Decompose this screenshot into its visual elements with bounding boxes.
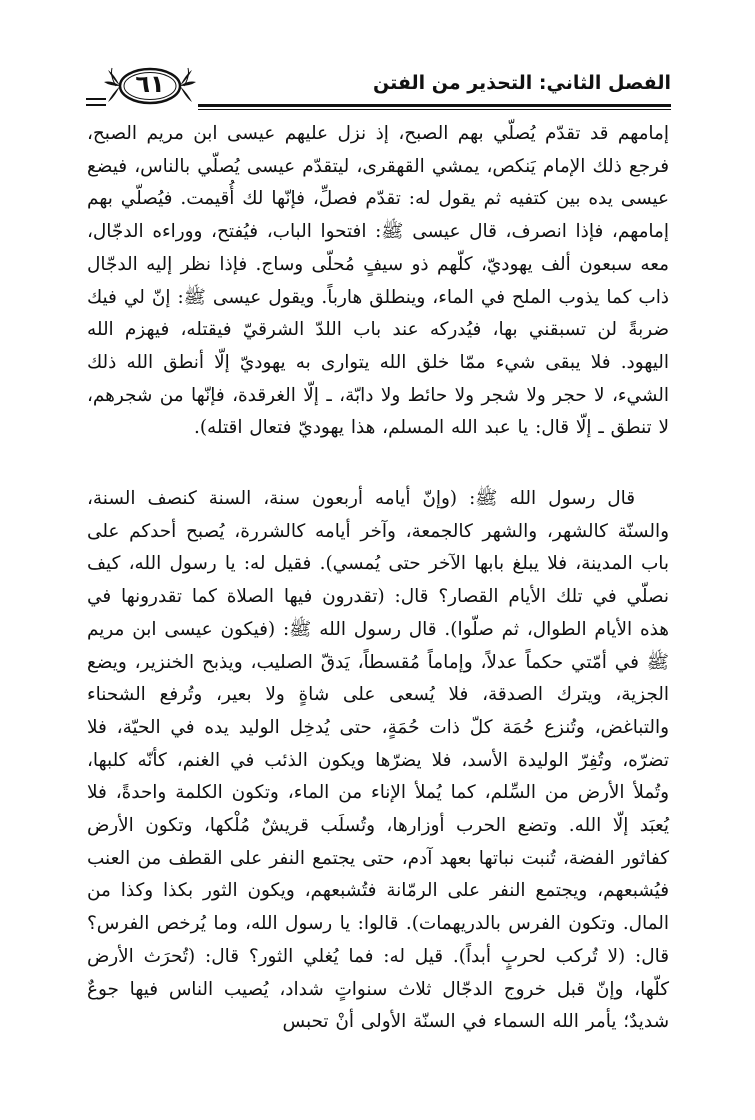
chapter-title: الفصل الثاني: التحذير من الفتن [372, 72, 671, 94]
paragraph-2: قال رسول الله ﷺ: (وإنّ أيامه أربعون سنة، السنة كنصف السنة، والسنّة كالشهر، والشهر كالجمعة، وآخر أيامه كالشررة، يُصبح أحدكم على باب المدينة، فلا يبلغ بابها الآخر حتى يُمسي). فقيل له: يا رسول الله، كيف نصلّي في تلك الأيام القصار؟ قال: (تقدرون فيها الصلاة كما تقدرونها في هذه الأيام الطوال، ثم صلّوا). قال رسول الله ﷺ: (فيكون عيسى ابن مريم ﷺ في أمّتي حكماً عدلاً، وإماماً مُقسطاً، يَدقّ الصليب، ويذبح الخنزير، ويضع الجزية، ويترك الصدقة، فلا يُسعى على شاةٍ ولا بعير، وتُرفع الشحناء والتباغض، وتُنزع حُمَة كلّ ذات حُمَةٍ، حتى يُدخِل الوليد يده في الحيّة، فلا تضرّه، وتُفِرّ الوليدة الأسد، فلا يضرّها ويكون الذئب في الغنم، كأنّه كلبها، وتُملأ الأرض من السِّلم، كما يُملأ الإناء من الماء، وتكون الكلمة واحدةً، فلا يُعبَد إلّا الله. وتضع الحرب أوزارها، وتُسلَب قريشٌ مُلْكها، وتكون الأرض كفاثور الفضة، تُنبت نباتها بعهد آدم، حتى يجتمع النفر على القطف من العنب فيُشبعهم، ويجتمع النفر على الرمّانة فتُشبعهم، ويكون الثور بكذا وكذا من المال. وتكون الفرس بالدريهمات). قالوا: يا رسول الله، وما يُرخص الفرس؟ قال: (لا تُركب لحربٍ أبداً). قيل له: فما يُغلي الثور؟ قال: (تُحرَث الأرض كلّها، وإنّ قبل خروج الدجّال ثلاث سنواتٍ شداد، يُصيب الناس فيها جوعٌ شديدٌ؛ يأمر الله السماء في السنّة الأولى أنْ تحبس [87, 488, 669, 1033]
left-dash-top [86, 98, 106, 100]
page-number-ornament [104, 64, 196, 108]
header-rule-thin [198, 109, 671, 110]
page-header [86, 58, 671, 118]
page-number: ٦١ [135, 70, 165, 98]
left-dash-bottom [86, 104, 106, 106]
page-body [87, 118, 669, 1039]
header-rule-thick [198, 104, 671, 107]
paragraph-1: إمامهم قد تقدّم يُصلّي بهم الصبح، إذ نزل عليهم عيسى ابن مريم الصبح، فرجع ذلك الإمام يَنكص، يمشي القهقرى، ليتقدّم عيسى يُصلّي بالناس، فيضع عيسى يده بين كتفيه ثم يقول له: تقدّم فصلِّ، فإنّها لك أُقيمت. فيُصلّي بهم إمامهم، فإذا انصرف، قال عيسى ﷺ: افتحوا الباب، فيُفتح، ووراءه الدجّال، معه سبعون ألف يهوديّ، كلّهم ذو سيفٍ مُحلّى وساج. فإذا نظر إليه الدجّال ذاب كما يذوب الملح في الماء، وينطلق هارباً. ويقول عيسى ﷺ: إنّ لي فيك ضربةً لن تسبقني بها، فيُدركه عند باب اللدّ الشرقيّ فيقتله، فيهزم الله اليهود. فلا يبقى شيء ممّا خلق الله يتوارى به يهوديّ إلّا أنطق الله ذلك الشيء، لا حجر ولا شجر ولا حائط ولا دابّة، ـ إلّا الغرقدة، فإنّها من شجرهم، لا تنطق ـ إلّا قال: يا عبد الله المسلم، هذا يهوديّ فتعال اقتله). [87, 123, 669, 439]
